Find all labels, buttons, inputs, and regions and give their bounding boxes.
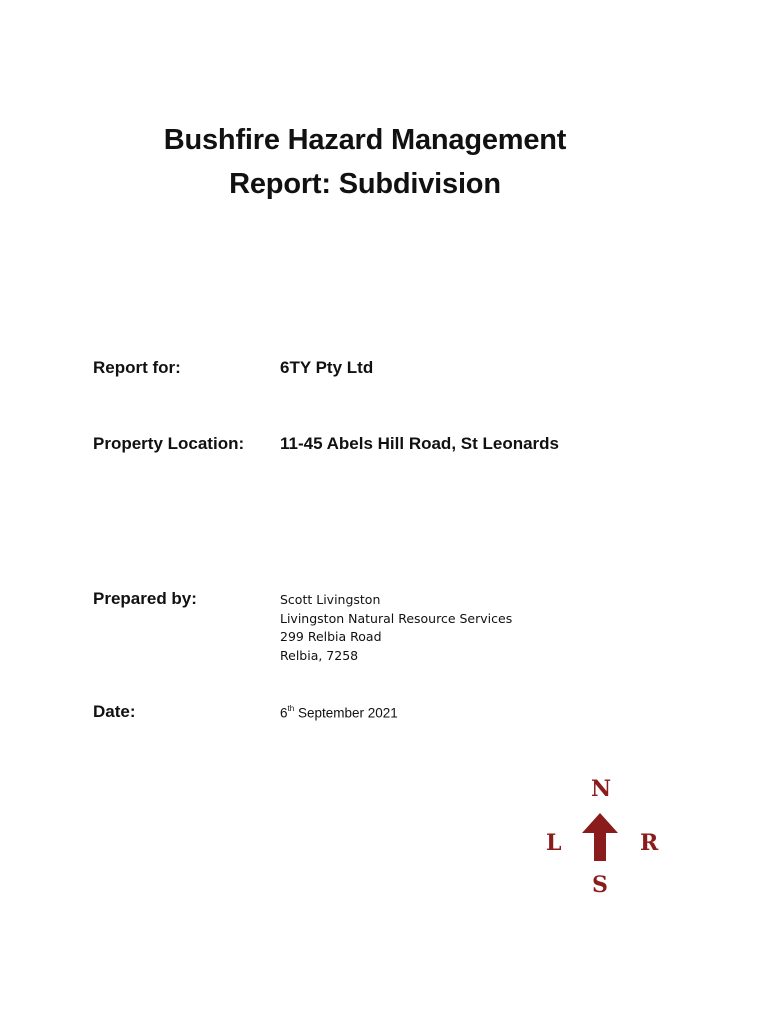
property-location-value: 11-45 Abels Hill Road, St Leonards — [280, 434, 560, 453]
preparer-locality: Relbia, 7258 — [280, 647, 359, 663]
date-suffix: th — [287, 704, 295, 713]
north-arrow-shape — [582, 813, 618, 861]
compass-north-label: N — [591, 776, 612, 802]
property-location-label: Property Location: — [93, 434, 245, 453]
report-for-value: 6TY Pty Ltd — [280, 358, 374, 377]
north-arrow-icon — [580, 813, 620, 861]
preparer-company: Livingston Natural Resource Services — [280, 610, 513, 626]
compass-right-label: R — [640, 830, 659, 856]
date-day: 6 — [280, 705, 288, 721]
date-label: Date: — [93, 702, 136, 721]
report-title-line-1: Bushfire Hazard Management — [163, 124, 567, 156]
compass-south-label: S — [592, 872, 608, 898]
report-title — [0, 118, 730, 206]
prepared-by-label: Prepared by: — [93, 589, 197, 608]
compass-left-label: L — [546, 830, 562, 856]
compass-rose — [536, 770, 676, 900]
report-title-line-2: Report: Subdivision — [229, 168, 501, 200]
date-month-year: September 2021 — [294, 705, 398, 721]
prepared-by-details — [280, 591, 512, 665]
preparer-name: Scott Livingston — [280, 592, 381, 607]
preparer-street: 299 Relbia Road — [280, 629, 382, 644]
report-for-label: Report for: — [93, 358, 181, 377]
date-value — [280, 705, 398, 721]
